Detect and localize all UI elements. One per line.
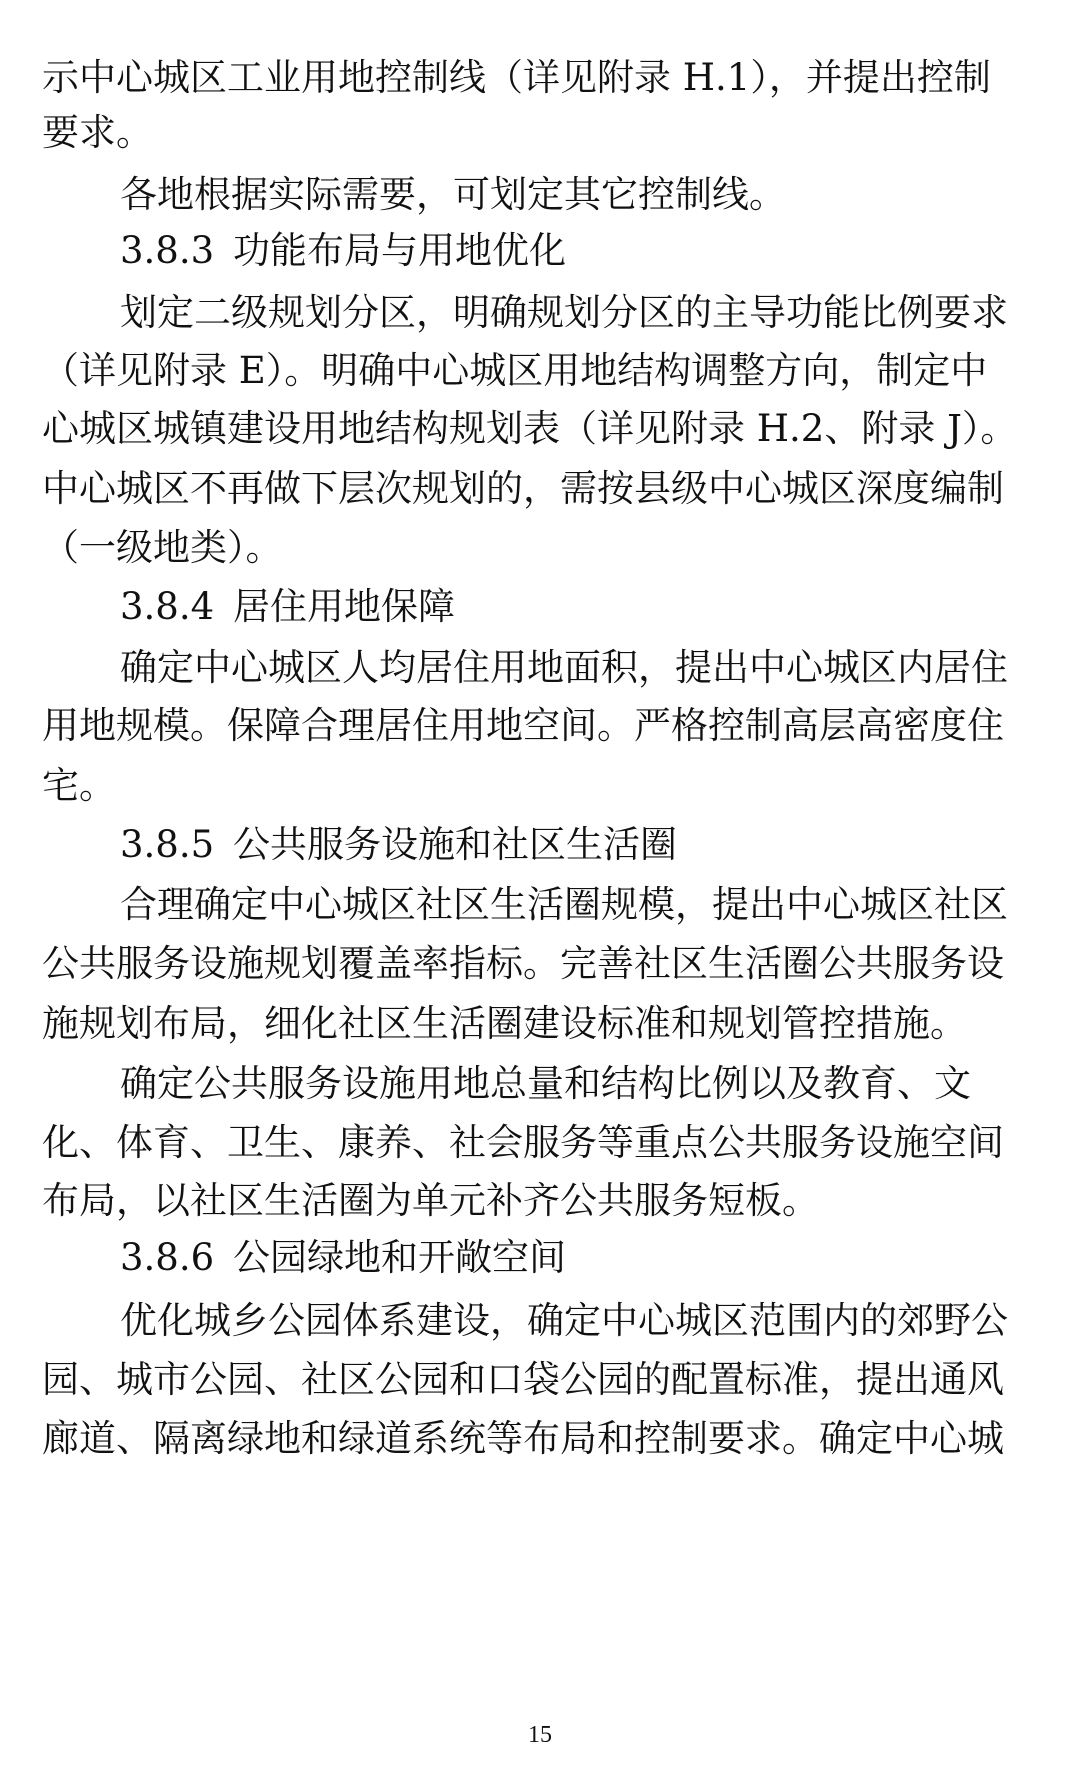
text-line bbox=[0, 933, 1080, 995]
text-line bbox=[0, 1349, 1080, 1411]
section-title: 功能布局与用地优化 bbox=[233, 229, 566, 272]
text-line bbox=[0, 164, 1080, 226]
paragraph-text: 各地根据实际需要，可划定其它控制线。 bbox=[120, 173, 786, 216]
section-number: 3.8.4 bbox=[120, 585, 215, 628]
paragraph-text: 中心城区不再做下层次规划的，需按县级中心城区深度编制 bbox=[42, 467, 1004, 510]
text-line bbox=[0, 993, 1080, 1055]
paragraph-text: 确定中心城区人均居住用地面积，提出中心城区内居住 bbox=[120, 646, 1008, 689]
paragraph-text: 宅。 bbox=[42, 764, 116, 807]
section-title: 公共服务设施和社区生活圈 bbox=[233, 823, 677, 866]
text-line bbox=[0, 1170, 1080, 1232]
text-line bbox=[0, 398, 1080, 460]
paragraph-text: （详见附录 E）。明确中心城区用地结构调整方向，制定中 bbox=[42, 349, 988, 392]
text-line bbox=[0, 517, 1080, 579]
section-heading-3-8-5 bbox=[0, 814, 1080, 876]
paragraph-text: 示中心城区工业用地控制线（详见附录 H.1），并提出控制 bbox=[42, 56, 991, 99]
text-line bbox=[0, 1290, 1080, 1352]
text-line bbox=[0, 1112, 1080, 1174]
paragraph-text: 心城区城镇建设用地结构规划表（详见附录 H.2、附录 J）。 bbox=[42, 407, 1018, 450]
section-heading-3-8-6 bbox=[0, 1227, 1080, 1289]
section-heading-3-8-4 bbox=[0, 576, 1080, 638]
section-title: 公园绿地和开敞空间 bbox=[233, 1236, 566, 1279]
text-line bbox=[0, 695, 1080, 757]
text-line bbox=[0, 1053, 1080, 1115]
text-line bbox=[0, 458, 1080, 520]
paragraph-text: 划定二级规划分区，明确规划分区的主导功能比例要求 bbox=[120, 291, 1008, 334]
paragraph-text: 用地规模。保障合理居住用地空间。严格控制高层高密度住 bbox=[42, 704, 1004, 747]
paragraph-text: 园、城市公园、社区公园和口袋公园的配置标准，提出通风 bbox=[42, 1358, 1004, 1401]
text-line bbox=[0, 102, 1080, 164]
text-line bbox=[0, 637, 1080, 699]
paragraph-text: 布局，以社区生活圈为单元补齐公共服务短板。 bbox=[42, 1179, 819, 1222]
paragraph-text: 施规划布局，细化社区生活圈建设标准和规划管控措施。 bbox=[42, 1002, 967, 1045]
text-line bbox=[0, 1408, 1080, 1470]
text-line bbox=[0, 874, 1080, 936]
section-number: 3.8.5 bbox=[120, 823, 215, 866]
text-line bbox=[0, 282, 1080, 344]
text-line bbox=[0, 755, 1080, 817]
text-line bbox=[0, 340, 1080, 402]
section-number: 3.8.3 bbox=[120, 229, 215, 272]
text-line bbox=[0, 47, 1080, 109]
section-title: 居住用地保障 bbox=[233, 585, 455, 628]
paragraph-text: 优化城乡公园体系建设，确定中心城区范围内的郊野公 bbox=[120, 1299, 1008, 1342]
paragraph-text: 化、体育、卫生、康养、社会服务等重点公共服务设施空间 bbox=[42, 1121, 1004, 1164]
paragraph-text: 公共服务设施规划覆盖率指标。完善社区生活圈公共服务设 bbox=[42, 942, 1004, 985]
paragraph-text: 合理确定中心城区社区生活圈规模，提出中心城区社区 bbox=[120, 883, 1008, 926]
section-heading-3-8-3 bbox=[0, 220, 1080, 282]
section-number: 3.8.6 bbox=[120, 1236, 215, 1279]
page-number: 15 bbox=[528, 1722, 552, 1748]
paragraph-text: 要求。 bbox=[42, 111, 153, 154]
paragraph-text: 确定公共服务设施用地总量和结构比例以及教育、文 bbox=[120, 1062, 971, 1105]
paragraph-text: 廊道、隔离绿地和绿道系统等布局和控制要求。确定中心城 bbox=[42, 1417, 1004, 1460]
paragraph-text: （一级地类）。 bbox=[42, 526, 283, 569]
